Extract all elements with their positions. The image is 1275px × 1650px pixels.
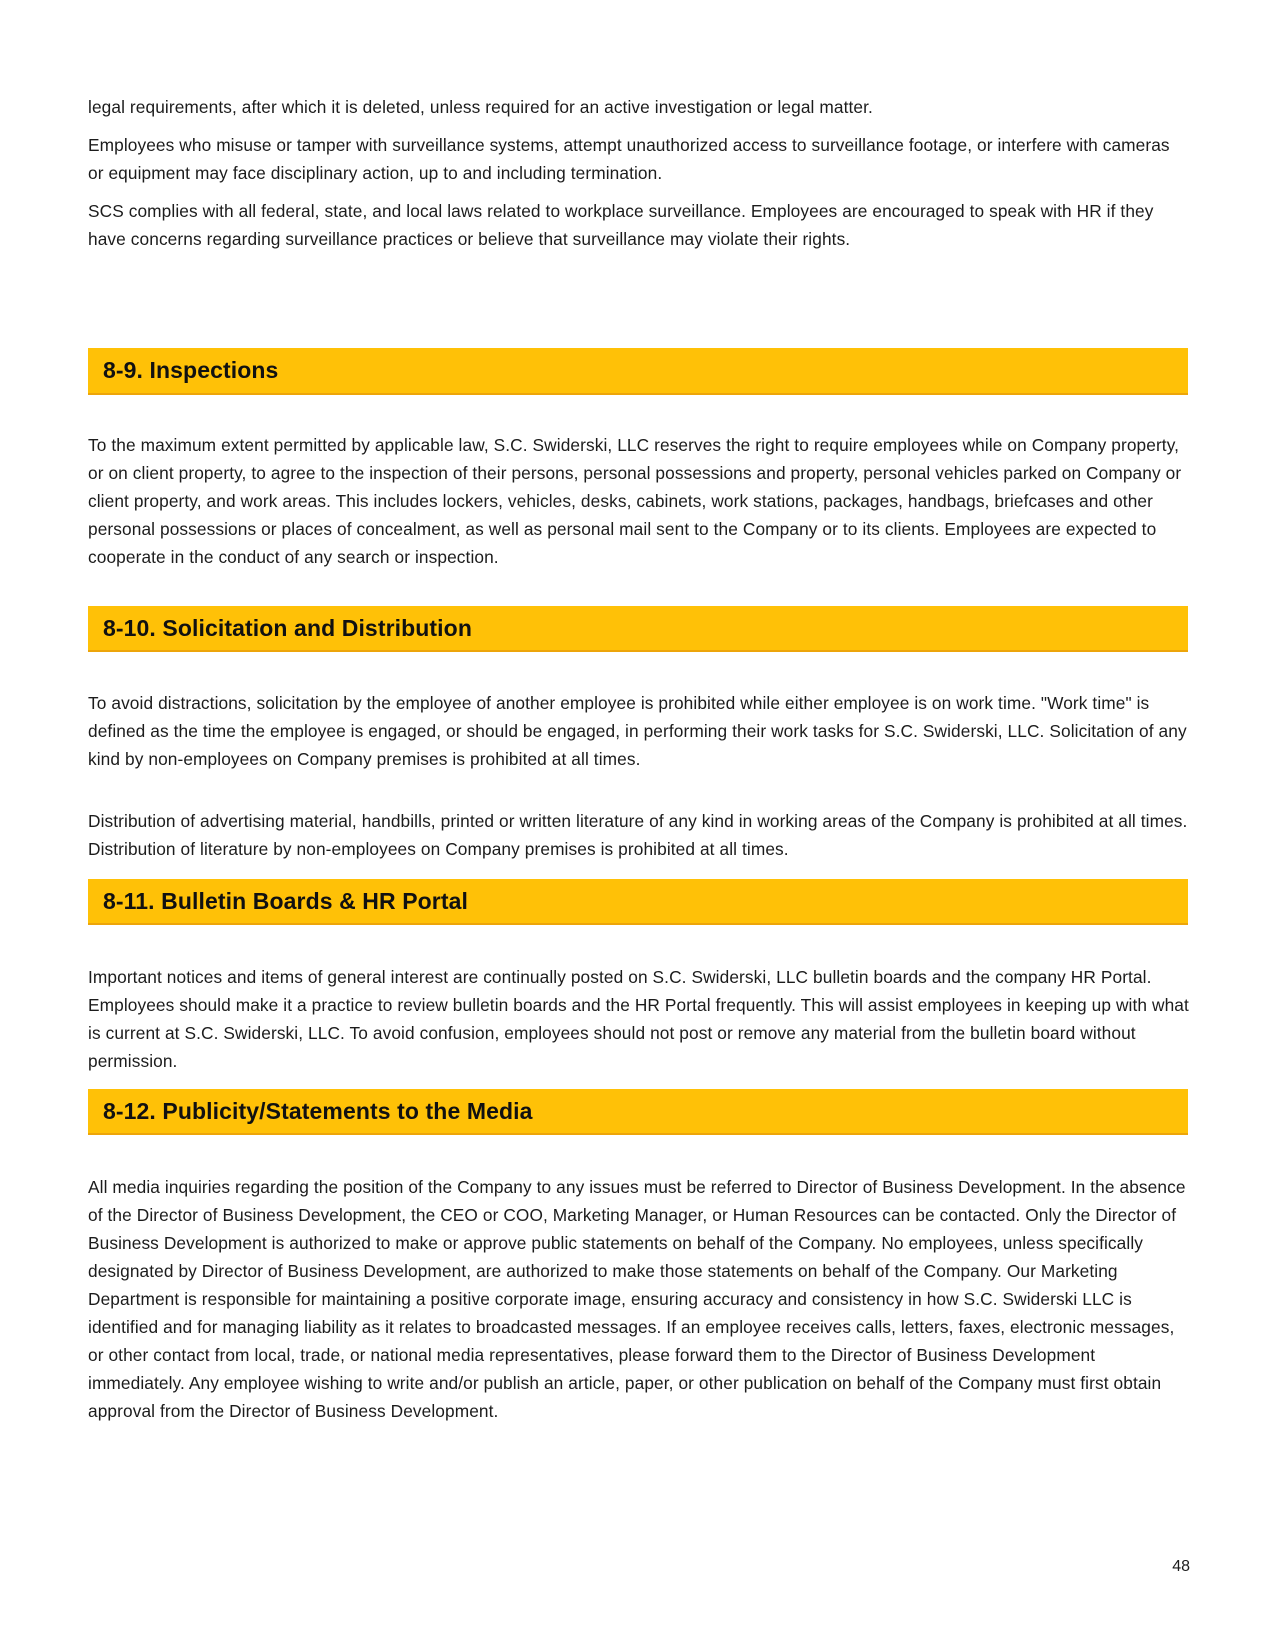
paragraph-retention-continuation: legal requirements, after which it is deleted, unless required for an active investigation or legal matter. xyxy=(88,97,873,117)
paragraph-distribution-body: Distribution of advertising material, handbills, printed or written literature of any kind in working areas of the Company is prohibited at all times. Distribution of literature by non-employees on Company premises is prohibited at all times. xyxy=(88,811,1188,859)
section-header-bulletin-boards xyxy=(88,879,1188,925)
section-header-inspections xyxy=(88,348,1188,395)
section-heading-bulletin-boards-label: 8-11. Bulletin Boards & HR Portal xyxy=(103,887,468,914)
paragraph-inspections-body: To the maximum extent permitted by applicable law, S.C. Swiderski, LLC reserves the right to require employees while on Company property, or on client property, to agree to the inspection of their persons, personal possessions and property, personal vehicles parked on Company or client property, and work areas. This includes lockers, vehicles, desks, cabinets, work stations, packages, handbags, briefcases and other personal possessions or places of concealment, as well as personal mail sent to the Company or to its clients. Employees are expected to cooperate in the conduct of any search or inspection. xyxy=(88,435,1182,567)
paragraph-bulletin-boards-body: Important notices and items of general interest are continually posted on S.C. Swiderski, LLC bulletin boards and the company HR Portal. Employees should make it a practice to review bulletin boards and the HR Portal frequently. This will assist employees in keeping up with what is current at S.C. Swiderski, LLC. To avoid confusion, employees should not post or remove any material from the bulletin board without permission. xyxy=(88,967,1189,1071)
section-heading-solicitation-label: 8-10. Solicitation and Distribution xyxy=(103,614,472,641)
section-header-publicity xyxy=(88,1089,1188,1135)
page-number: 48 xyxy=(1172,1558,1190,1575)
paragraph-surveillance-misuse: Employees who misuse or tamper with surveillance systems, attempt unauthorized access to surveillance footage, or interfere with cameras or equipment may face disciplinary action, up to and including termination. xyxy=(88,135,1170,183)
section-heading-publicity-label: 8-12. Publicity/Statements to the Media xyxy=(103,1097,533,1124)
paragraph-surveillance-compliance: SCS complies with all federal, state, and local laws related to workplace surveillance. Employees are encouraged to speak with HR if they have concerns regarding surveillance practices or believe that surveillance may violate their rights. xyxy=(88,201,1154,249)
section-heading-inspections-label: 8-9. Inspections xyxy=(103,357,279,383)
paragraph-publicity-body: All media inquiries regarding the position of the Company to any issues must be referred to Director of Business Development. In the absence of the Director of Business Development, the CEO or COO, Marketing Manager, or Human Resources can be contacted. Only the Director of Business Development is authorized to make or approve public statements on behalf of the Company. No employees, unless specifically designated by Director of Business Development, are authorized to make those statements on behalf of the Company. Our Marketing Department is responsible for maintaining a positive corporate image, ensuring accuracy and consistency in how S.C. Swiderski LLC is identified and for managing liability as it relates to broadcasted messages. If an employee receives calls, letters, faxes, electronic messages, or other contact from local, trade, or national media representatives, please forward them to the Director of Business Development immediately. Any employee wishing to write and/or publish an article, paper, or other publication on behalf of the Company must first obtain approval from the Director of Business Development. xyxy=(88,1177,1186,1421)
paragraph-solicitation-body: To avoid distractions, solicitation by the employee of another employee is prohibited while either employee is on work time. "Work time" is defined as the time the employee is engaged, or should be engaged, in performing their work tasks for S.C. Swiderski, LLC. Solicitation of any kind by non-employees on Company premises is prohibited at all times. xyxy=(88,693,1187,769)
section-header-solicitation xyxy=(88,606,1188,652)
